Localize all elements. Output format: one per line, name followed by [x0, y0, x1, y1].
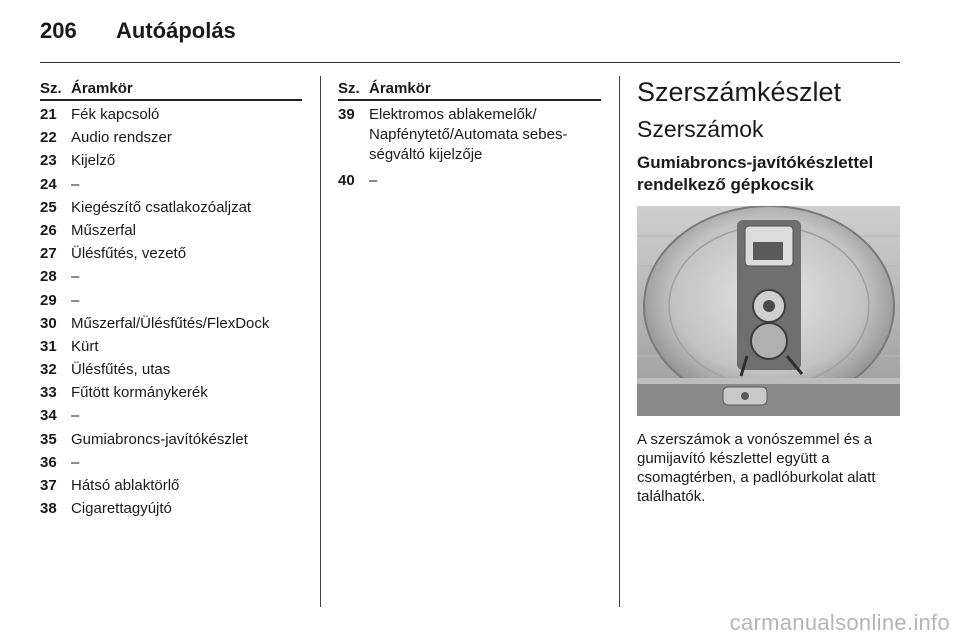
fuse-number: 36	[40, 453, 57, 471]
page-number: 206	[40, 18, 77, 43]
fuse-number: 28	[40, 268, 57, 286]
fuse-number: 32	[40, 361, 57, 379]
sub-subsection-heading: Gumiabroncs-javítókészlettel rendelkező gépkocsik	[637, 153, 874, 194]
table-row	[40, 499, 302, 522]
spare-wheel-well-photo	[637, 206, 900, 416]
subsection-heading: Szerszámok	[637, 116, 764, 142]
fuse-circuit: –	[71, 407, 80, 425]
fuse-circuit: Hátsó ablaktörlő	[71, 477, 180, 494]
table-row	[40, 453, 302, 476]
table-row	[40, 198, 302, 221]
watermark: carmanualsonline.info	[729, 610, 950, 635]
page-title: Autóápolás	[116, 18, 236, 43]
fuse-circuit: –	[71, 268, 80, 286]
toolkit-section	[637, 76, 907, 506]
fuse-number: 30	[40, 314, 57, 332]
fuse-number: 38	[40, 500, 57, 518]
table-row	[338, 171, 601, 191]
fuse-circuit: Ülésfűtés, vezető	[71, 245, 187, 263]
col-header-number: Sz.	[338, 80, 360, 97]
table-row	[338, 105, 601, 165]
table-row	[40, 244, 302, 267]
section-body-text: A szerszámok a vonószemmel és a gumijavító készlettel együtt a csomagtérben, a padlóburkolat alatt találhatók.	[637, 431, 876, 505]
fuse-circuit: Gumiabroncs-javítókészlet	[71, 430, 248, 448]
table-row	[40, 430, 302, 453]
fuse-circuit: Kürt	[71, 337, 99, 355]
section-heading: Szerszámkészlet	[637, 77, 842, 107]
table-row	[40, 175, 302, 198]
column-divider	[320, 76, 321, 607]
table-header	[338, 81, 601, 96]
table-row	[40, 337, 302, 360]
table-row	[40, 314, 302, 337]
col-header-circuit: Áramkör	[71, 80, 133, 97]
fuse-circuit: Fék kapcsoló	[71, 106, 160, 123]
fuse-number: 21	[40, 106, 57, 123]
fuse-number: 33	[40, 384, 57, 402]
fuse-number: 26	[40, 221, 57, 239]
table-row	[40, 105, 302, 128]
fuse-number: 24	[40, 175, 57, 193]
table-row	[40, 476, 302, 499]
fuse-number: 39	[338, 106, 355, 123]
table-row	[40, 128, 302, 151]
table-header-rule	[338, 99, 601, 101]
fuse-circuit: Fűtött kormánykerék	[71, 384, 208, 402]
fuse-number: 31	[40, 337, 57, 355]
table-body	[338, 105, 601, 191]
fuse-number: 27	[40, 245, 57, 263]
fuse-number: 37	[40, 477, 57, 494]
fuse-circuit: Műszerfal/Ülésfűtés/FlexDock	[71, 314, 270, 332]
fuse-circuit: Elektromos ablakemelők/ Napfénytető/Automata sebes-ségváltó kijelzője	[369, 106, 568, 163]
fuse-table-right	[338, 81, 601, 197]
fuse-circuit: –	[369, 172, 378, 189]
fuse-circuit: Cigarettagyújtó	[71, 500, 172, 518]
table-header	[40, 81, 302, 96]
table-body	[40, 105, 302, 522]
fuse-circuit: Kiegészítő csatlakozóaljzat	[71, 198, 252, 216]
fuse-circuit: Műszerfal	[71, 221, 137, 239]
fuse-circuit: –	[71, 453, 80, 471]
fuse-number: 25	[40, 198, 57, 216]
header-rule	[40, 62, 900, 63]
fuse-number: 22	[40, 129, 57, 147]
fuse-circuit: –	[71, 291, 80, 309]
table-header-rule	[40, 99, 302, 101]
table-row	[40, 151, 302, 174]
fuse-number: 23	[40, 152, 57, 170]
fuse-number: 40	[338, 172, 355, 189]
fuse-number: 34	[40, 407, 57, 425]
col-header-number: Sz.	[40, 80, 62, 97]
table-row	[40, 221, 302, 244]
table-row	[40, 267, 302, 290]
table-row	[40, 360, 302, 383]
column-divider	[619, 76, 620, 607]
table-row	[40, 406, 302, 429]
fuse-circuit: –	[71, 175, 80, 193]
fuse-number: 29	[40, 291, 57, 309]
fuse-table-left	[40, 81, 302, 522]
fuse-circuit: Kijelző	[71, 152, 116, 170]
col-header-circuit: Áramkör	[369, 80, 431, 97]
fuse-circuit: Ülésfűtés, utas	[71, 361, 171, 379]
table-row	[40, 291, 302, 314]
table-row	[40, 383, 302, 406]
fuse-circuit: Audio rendszer	[71, 129, 172, 147]
fuse-number: 35	[40, 430, 57, 448]
